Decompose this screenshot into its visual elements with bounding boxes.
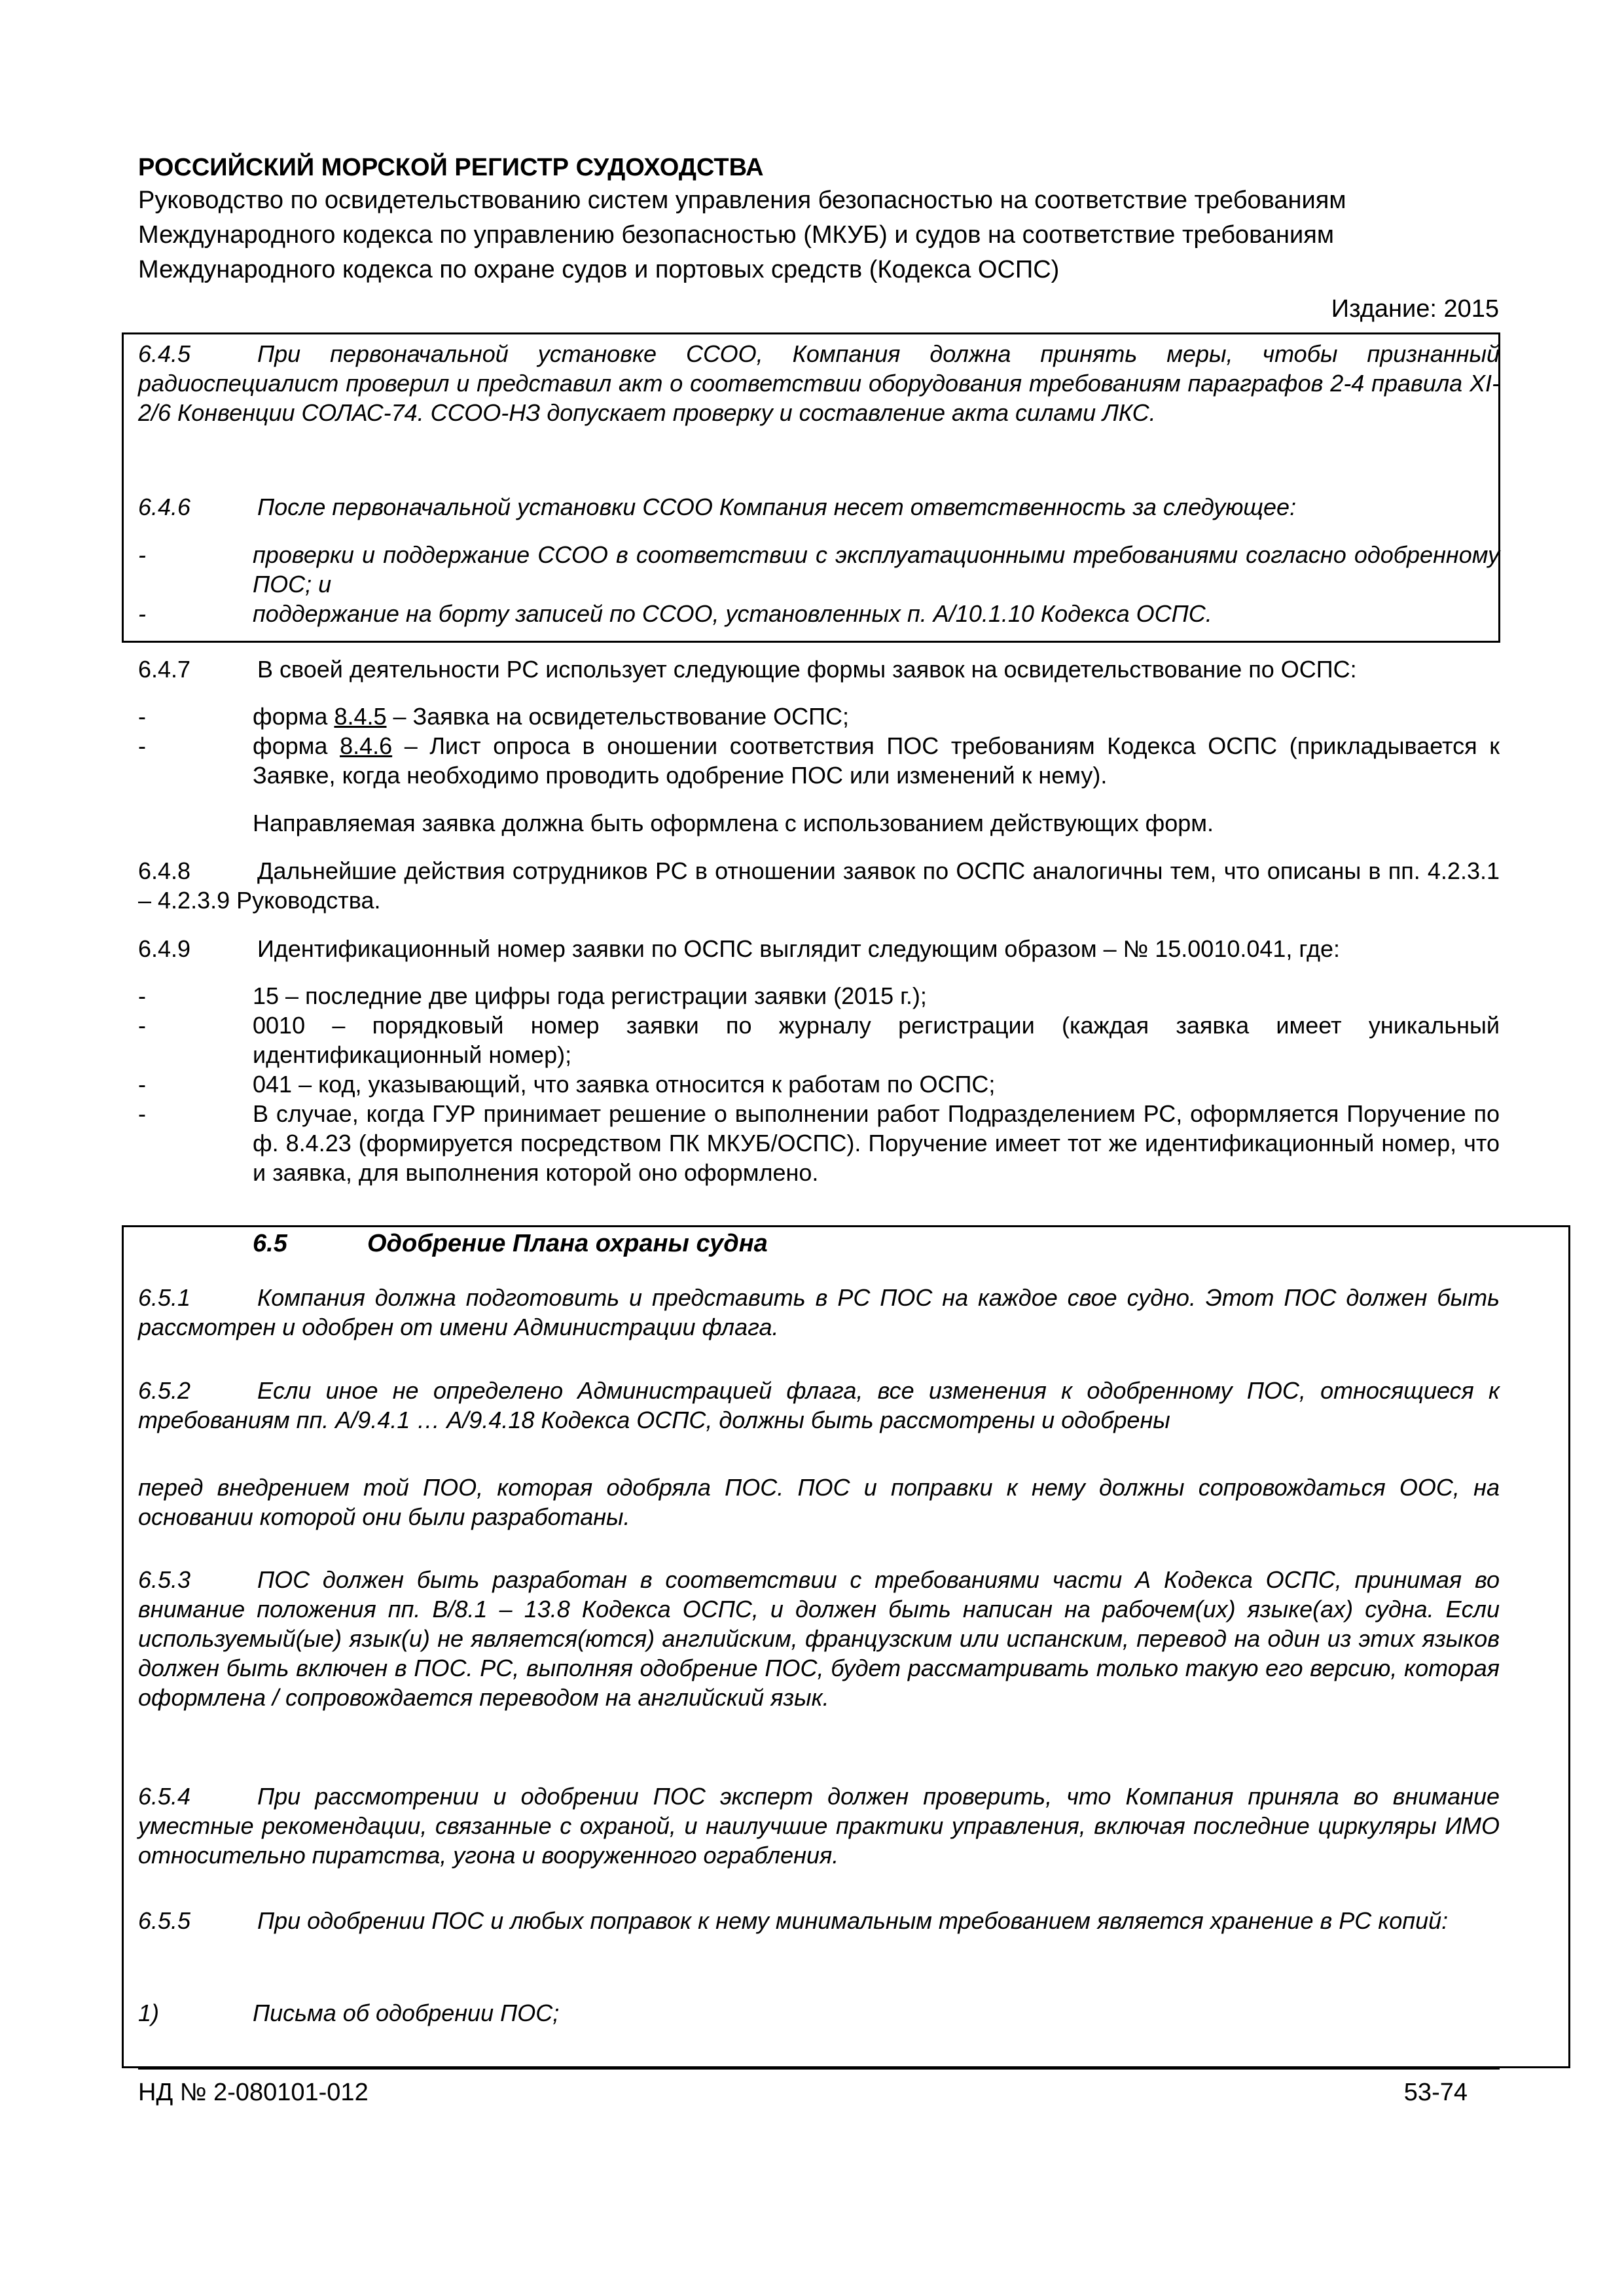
paragraph-6-4-7 [138,655,1500,684]
page-number: 53-74 [1403,2079,1468,2106]
paragraph-number: 6.5.2 [138,1377,191,1404]
paragraph-6-5-5 [138,1906,1500,1935]
paragraph-6-4-6 [138,492,1500,522]
paragraph-text: Дальнейшие действия сотрудников РС в отношении заявок по ОСПС аналогичны тем, что описаны в пп. 4.2.3.1 – 4.2.3.9 Руководства. [138,857,1500,914]
paragraph-text: При одобрении ПОС и любых поправок к нему минимальным требованием является хранение в РС копий: [257,1907,1449,1934]
list-item: - В случае, когда ГУР принимает решение о выполнении работ Подразделением РС, оформляется Поручение по ф. 8.4.23 (формируется посредством ПК МКУБ/ОСПС). Поручение имеет тот же идентификационный номер, что и заявка, для выполнения которой оно оформлено. [138,1100,1500,1186]
list-item: - поддержание на борту записей по ССОО, установленных п. А/10.1.10 Кодекса ОСПС. [138,600,1212,627]
paragraph-number: 6.5.5 [138,1907,191,1934]
paragraph-6-5-3 [138,1565,1500,1712]
paragraph-6-4-9 [138,934,1500,963]
paragraph-number: 6.5.1 [138,1284,191,1311]
list-item: - 15 – последние две цифры года регистрации заявки (2015 г.); [138,982,927,1009]
paragraph-text: При рассмотрении и одобрении ПОС эксперт должен проверить, что Компания приняла во внимание уместные рекомендации, связанные с охраной, и наилучшие практики управления, включая последние циркуляры ИМО относительно пиратства, угона и вооруженного ограбления. [138,1783,1500,1869]
paragraph-6-5-2-continued: перед внедрением той ПОО, которая одобряла ПОС. ПОС и поправки к нему должны сопровождаться ООС, на основании которой они были разработаны. [138,1474,1500,1530]
document-header [138,152,1500,287]
edition-label: Издание: 2015 [1331,295,1499,323]
paragraph-number: 6.4.5 [138,340,191,367]
paragraph-text: ПОС должен быть разработан в соответствии с требованиями части А Кодекса ОСПС, принимая во внимание положения пп. В/8.1 – 13.8 Кодекса ОСПС, и должен быть написан на рабочем(их) языке(ах) судна. Если используемый(ые) язык(и) не является(ются) английским, французским или испанским, перевод на один из этих языков должен быть включен в ПОС. РС, выполняя одобрение ПОС, будет рассматривать только такую его версию, которая оформлена / сопровождается переводом на английский язык. [138,1566,1500,1711]
document-subtitle-line-1: Руководство по освидетельствованию систем управления безопасностью на соответствие требованиям [138,187,1346,214]
note-text: Направляемая заявка должна быть оформлена с использованием действующих форм. [253,810,1214,836]
paragraph-number: 6.4.8 [138,857,191,884]
list-item: - проверки и поддержание ССОО в соответствии с эксплуатационными требованиями согласно одобренному ПОС; и [138,541,1500,598]
paragraph-text: Идентификационный номер заявки по ОСПС выглядит следующим образом – № 15.0010.041, где: [257,935,1340,962]
paragraph-number: 6.4.9 [138,935,191,962]
form-8-4-5-link[interactable]: 8.4.5 [334,703,387,730]
section-title: Одобрение Плана охраны судна [367,1230,768,1257]
form-8-4-6-link[interactable]: 8.4.6 [340,732,393,759]
document-subtitle-line-2: Международного кодекса по управлению безопасностью (МКУБ) и судов на соответствие требованиям [138,221,1334,249]
list-item: - 041 – код, указывающий, что заявка относится к работам по ОСПС; [138,1071,996,1098]
paragraph-number: 6.4.7 [138,656,191,683]
paragraph-text: После первоначальной установки ССОО Компания несет ответственность за следующее: [257,493,1297,520]
paragraph-6-5-2 [138,1376,1500,1435]
organization-name: РОССИЙСКИЙ МОРСКОЙ РЕГИСТР СУДОХОДСТВА [138,154,764,181]
paragraph-text: При первоначальной установке ССОО, Компания должна принять меры, чтобы признанный радиоспециалист проверил и представил акт о соответствии оборудования требованиям параграфов 2-4 правила XI-2/6 Конвенции СОЛАС-74. ССОО-НЗ допускает проверку и составление акта силами ЛКС. [138,340,1500,426]
list-item: - форма 8.4.5 – Заявка на освидетельствование ОСПС; [138,703,850,730]
list-item: - 0010 – порядковый номер заявки по журналу регистрации (каждая заявка имеет уникальный идентификационный номер); [138,1012,1500,1068]
footer-divider [138,2068,1500,2070]
paragraph-text: Если иное не определено Администрацией флага, все изменения к одобренному ПОС, относящиеся к требованиям пп. А/9.4.1 … А/9.4.18 Кодекса ОСПС, должны быть рассмотрены и одобрены [138,1377,1500,1433]
paragraph-6-5-4 [138,1782,1500,1870]
list-item: - форма 8.4.6 – Лист опроса в оношении соответствия ПОС требованиям Кодекса ОСПС (прикладывается к Заявке, когда необходимо проводить одобрение ПОС или изменений к нему). [138,732,1500,789]
paragraph-text: Компания должна подготовить и представить в РС ПОС на каждое свое судно. Этот ПОС должен быть рассмотрен и одобрен от имени Администрации флага. [138,1284,1500,1340]
section-number: 6.5 [253,1230,287,1257]
paragraph-6-4-5 [138,339,1500,427]
paragraph-number: 6.5.3 [138,1566,191,1593]
paragraph-6-5-1 [138,1283,1500,1342]
list-item: 1) Письма об одобрении ПОС; [138,2000,560,2026]
paragraph-text: В своей деятельности РС использует следующие формы заявок на освидетельствование по ОСПС: [257,656,1357,683]
document-number: НД № 2-080101-012 [138,2079,369,2106]
paragraph-number: 6.4.6 [138,493,191,520]
paragraph-number: 6.5.4 [138,1783,191,1810]
paragraph-6-4-8 [138,856,1500,915]
document-subtitle-line-3: Международного кодекса по охране судов и портовых средств (Кодекса ОСПС) [138,256,1060,283]
